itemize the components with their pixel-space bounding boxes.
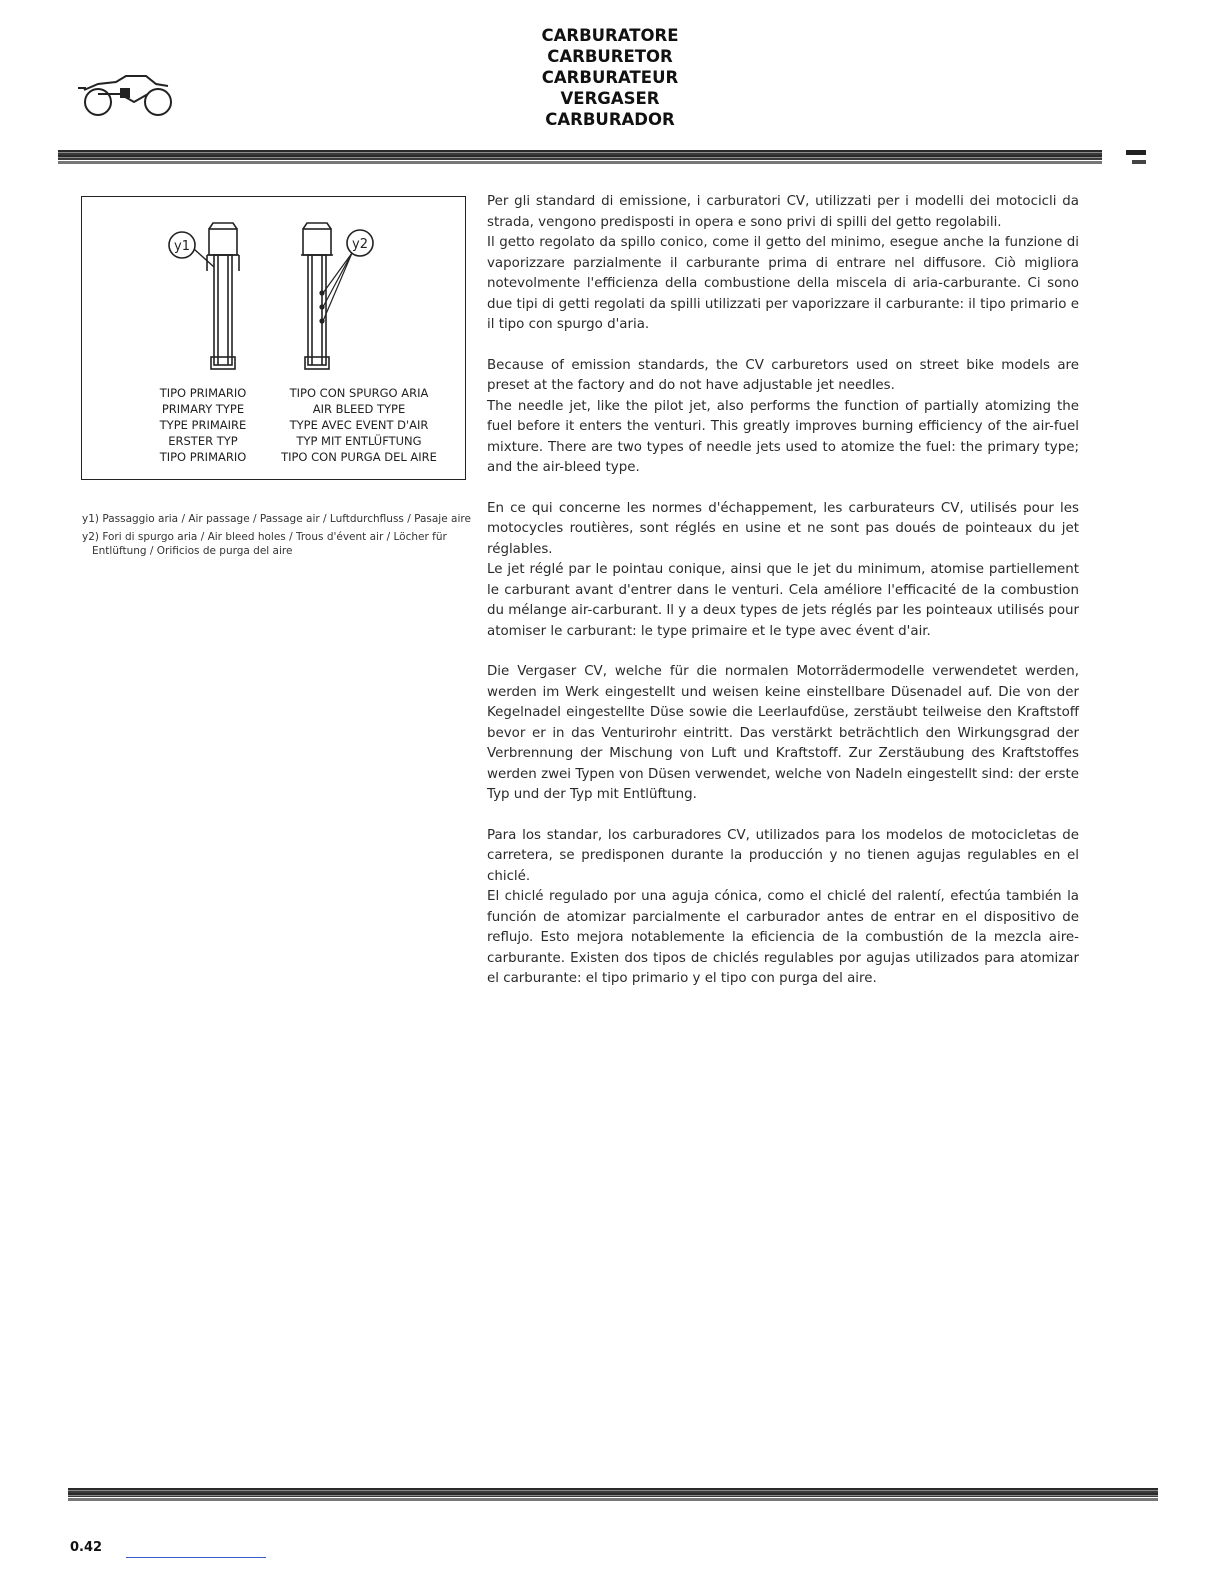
margin-tab-marker-lower <box>1132 160 1146 164</box>
paragraph-italian-1: Per gli standard di emissione, i carburatori CV, utilizzati per i modelli dei motocicli da strada, vengono predisposti in opera e sono privi di spilli del getto regolabili. <box>487 194 1079 230</box>
air-bleed-type-caption <box>272 385 446 465</box>
caption-line: TIPO CON SPURGO ARIA <box>289 386 429 400</box>
primary-type-caption <box>128 385 278 465</box>
paragraph-french-2: Le jet réglé par le pointau conique, ainsi que le jet du minimum, atomise partiellement le carburant avant d'entrer dans le venturi. Cela améliore l'efficacité de la combustion du mélange air-carburant. Il y a deux types de jets réglés par les pointeaux utilisés pour atomiser le carburant: le type primaire et le type avec évent d'air. <box>487 562 1080 639</box>
title-italian: CARBURATORE <box>541 26 679 45</box>
callout-y1-label: y1 <box>174 239 190 254</box>
caption-line: TYPE AVEC EVENT D'AIR <box>289 418 429 432</box>
callout-y1 <box>169 232 214 267</box>
motorcycle-icon <box>76 72 178 120</box>
page-number: 0.42 <box>70 1540 103 1555</box>
primary-type-jet <box>207 223 239 369</box>
body-text <box>487 192 1079 990</box>
title-english: CARBURETOR <box>547 47 673 66</box>
header-rule-thin <box>58 161 1102 164</box>
title-spanish: CARBURADOR <box>545 110 675 129</box>
callout-y2-label: y2 <box>352 237 368 252</box>
paragraph-french-1: En ce qui concerne les normes d'échappement, les carburateurs CV, utilisés pour les motocycles routières, sont réglés en usine et ne sont pas doués de pointeaux du jet réglables. <box>487 500 1079 557</box>
paragraph-italian-2: Il getto regolato da spillo conico, come il getto del minimo, esegue anche la funzione di vaporizzare parzialmente il carburante prima di entrare nel diffusore. Ciò migliora notevolmente l'efficienza della combustione della miscela di aria-carburante. Ci sono due tipi di getti regolati da spilli utilizzati per vaporizzare il carburante: il tipo primario e il tipo con spurgo d'aria. <box>487 235 1079 332</box>
caption-line: TIPO CON PURGA DEL AIRE <box>281 450 437 464</box>
legend-item-y2: y2) Fori di spurgo aria / Air bleed holes / Trous d'évent air / Löcher für Entlüftung / Orificios de purga del aire <box>82 531 447 557</box>
footer-rule-thin <box>68 1498 1158 1501</box>
title-german: VERGASER <box>560 89 660 108</box>
header-rule <box>58 150 1102 160</box>
legend-item-y1: y1) Passaggio aria / Air passage / Passage air / Luftdurchfluss / Pasaje aire <box>82 513 471 525</box>
title-french: CARBURATEUR <box>541 68 679 87</box>
caption-line: PRIMARY TYPE <box>161 402 245 416</box>
footer-rule <box>68 1488 1158 1497</box>
margin-tab-marker <box>1126 150 1146 155</box>
section-title <box>430 25 790 130</box>
paragraph-spanish-1: Para los standar, los carburadores CV, utilizados para los modelos de motocicletas de carretera, se predisponen durante la producción y no tienen agujas regulables en el chiclé. <box>487 827 1079 884</box>
page-number-underline <box>126 1557 266 1558</box>
figure-legend <box>82 512 472 562</box>
caption-line: AIR BLEED TYPE <box>312 402 406 416</box>
air-bleed-type-jet <box>301 223 333 369</box>
needle-jet-figure <box>81 196 466 480</box>
caption-line: TYP MIT ENTLÜFTUNG <box>296 434 422 448</box>
needle-jet-diagram <box>82 197 467 387</box>
caption-line: TYPE PRIMAIRE <box>159 418 247 432</box>
paragraph-english-1: Because of emission standards, the CV carburetors used on street bike models are preset at the factory and do not have adjustable jet needles. <box>487 357 1079 393</box>
paragraph-english-2: The needle jet, like the pilot jet, also performs the function of partially atomizing the fuel before it enters the venturi. This greatly improves burning efficiency of the air-fuel mixture. There are two types of needle jets used to atomize the fuel: the primary type; and the air-bleed type. <box>487 398 1079 475</box>
caption-line: TIPO PRIMARIO <box>159 386 247 400</box>
paragraph-german-1: Die Vergaser CV, welche für die normalen Motorrädermodelle verwendetet werden, werden im Werk eingestellt und weisen keine einstellbare Düsenadel auf. Die von der Kegelnadel eingestellte Düse sowie die Leerlaufdüse, zerstäubt teilweise den Kraftstoff bevor er in das Venturirohr eintritt. Das verstärkt beträchtlich den Wirkungsgrad der Verbrennung der Mischung von Luft und Kraftstoff. Zur Zerstäubung des Kraftstoffes werden zwei Typen von Düsen verwendet, welche von Nadeln eingestellt sind: der erste Typ und der Typ mit Entlüftung. <box>487 664 1079 802</box>
caption-line: TIPO PRIMARIO <box>159 450 247 464</box>
caption-line: ERSTER TYP <box>168 434 238 448</box>
paragraph-spanish-2: El chiclé regulado por una aguja cónica, como el chiclé del ralentí, efectúa también la función de atomizar parcialmente el carburador antes de entrar en el dispositivo de reflujo. Esto mejora notablemente la eficiencia de la combustión de la mezcla aire-carburante. Existen dos tipos de chiclés regulables por agujas utilizados para atomizar el carburante: el tipo primario y el tipo con purga del aire. <box>487 889 1079 986</box>
